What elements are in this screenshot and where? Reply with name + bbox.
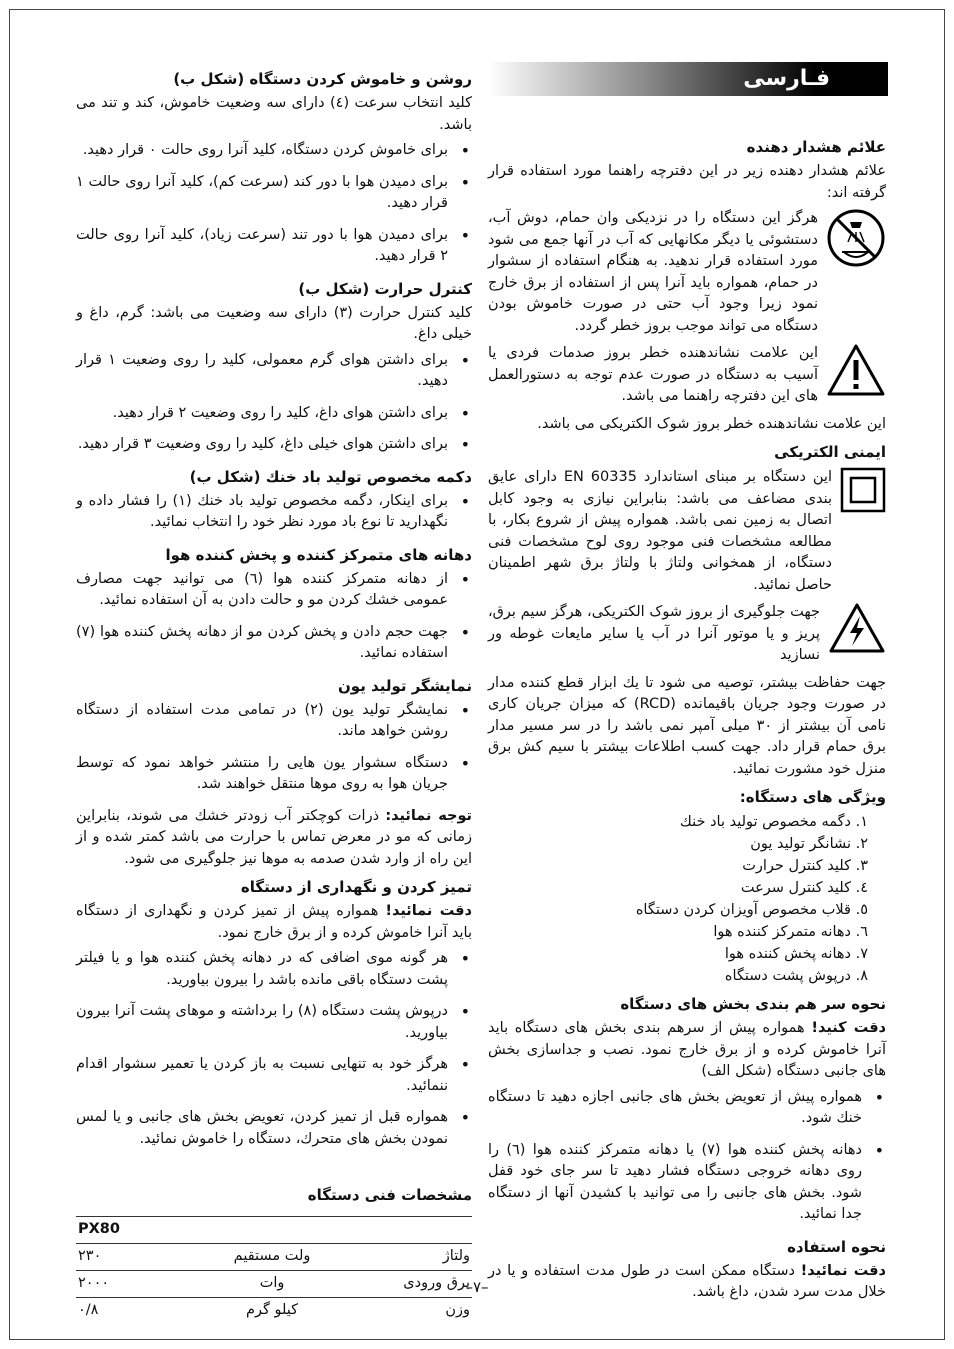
warning-caution — [488, 343, 886, 408]
list-item: • برای داشتن هوای گرم معمولی، کلید را روی وضعیت ۱ قرار دهید. — [76, 350, 448, 393]
list-item: • دهانه پخش کننده هوا (٧) یا دهانه متمرکز کننده هوا (٦) را روی دهانه خروجی دستگاه فشار دهید تا سر جای خود قفل شود. بخش های جانبی را می توانید با کشیدن آنها از دستگاه جدا نمائید. — [488, 1140, 862, 1226]
table-row — [76, 1298, 472, 1325]
spec-label: وزن — [445, 1302, 470, 1319]
list-item: • هر گونه موی اضافی که در دهانه پخش کننده هوا و یا فیلتر پشت دستگاه باقی مانده باشد را بیرون بیاورید. — [76, 948, 448, 991]
spec-unit: کیلو گرم — [246, 1302, 299, 1319]
safety-double-insulation — [488, 467, 886, 596]
onoff-intro: کلید انتخاب سرعت (٤) دارای سه وضعیت خاموش، کند و تند می باشد. — [76, 95, 472, 133]
list-item: • هرگز خود به تنهایی نسبت به باز کردن یا تعمیر سشوار اقدام ننمائید. — [76, 1054, 448, 1097]
list-item: • همواره پیش از تعویض بخش های جانبی اجازه دهید تا دستگاه خنك شود. — [488, 1087, 862, 1130]
list-item: • دستگاه سشوار یون هایی را منتشر خواهد نمود که توسط جریان هوا به روی موها منتقل خواهند شد. — [76, 753, 448, 796]
table-row — [76, 1244, 472, 1271]
warning-water — [488, 208, 886, 337]
no-water-icon — [826, 208, 886, 276]
list-item: ٧. دهانه پخش کننده هوا — [724, 946, 868, 962]
ion-note — [76, 806, 472, 871]
ion-heading: نمایشگر تولید یون — [337, 676, 472, 695]
list-item: • برای داشتن هوای خیلی داغ، کلید را روی وضعیت ۳ قرار دهید. — [76, 434, 448, 456]
warning-caution-text: این علامت نشاندهنده خطر بروز صدمات فردی یا آسیب به دستگاه در صورت عدم توجه به دستورالعمل های این دفترچه راهنما می باشد. — [488, 345, 818, 404]
list-item: ۲. نشانگر تولید یون — [750, 836, 868, 852]
spec-value: ۰/۸ — [78, 1302, 99, 1319]
nozzle-list — [76, 569, 472, 665]
onoff-list — [76, 140, 472, 268]
note-label: دقت نمائید! — [385, 903, 472, 919]
electric-shock-icon — [828, 602, 886, 662]
spec-value: ۲۳۰ — [76, 1244, 207, 1271]
note-text: همواره پیش از سرهم بندی بخش های دستگاه باید آنرا خاموش کرده و از برق خارج نمود. نصب و جداسازی بخش های جانبی دستگاه (شکل الف) — [488, 1020, 886, 1079]
language-banner: فـارسی — [488, 62, 888, 96]
cool-shot-heading: دکمه مخصوص تولید باد خنك (شکل ب) — [189, 467, 472, 486]
features-list — [488, 811, 886, 987]
spec-unit: ولت مستقیم — [207, 1244, 338, 1271]
warnings-heading: علائم هشدار دهنده — [746, 138, 886, 156]
note-label: توجه نمائید: — [385, 807, 472, 824]
spec-value: ۲۰۰۰ — [76, 1271, 207, 1298]
warnings-intro: علائم هشدار دهنده زیر در این دفترچه راهنما مورد استفاده قرار گرفته اند: — [488, 163, 886, 201]
page-number: –۷– — [465, 1278, 489, 1296]
warning-water-text: هرگز این دستگاه را در نزدیکی وان حمام، دوش آب، دستشوئی یا دیگر مکانهایی که آب در آنها جمع می شود مورد استفاده قرار ندهید. به هنگام استفاده از سشوار در حمام، همواره باید آنرا پس از استفاده از برق خارج نمود زیرا وجود آب حتی در صورت خاموش بودن دستگاه می تواند موجب بروز خطر گردد. — [488, 210, 818, 334]
spec-label: ولتاژ — [337, 1244, 472, 1271]
list-item: ٨. درپوش پشت دستگاه — [724, 968, 868, 984]
left-column — [76, 62, 472, 1324]
list-item: • برای خاموش کردن دستگاه، کلید آنرا روی حالت ۰ قرار دهید. — [76, 140, 448, 162]
safety-text-2: جهت جلوگیری از بروز شوک الکتریکی، هرگز سیم برق، پریز و یا موتور آنرا در آب یا سایر مایعات غوطه ور نسازید — [488, 604, 820, 663]
safety-shock — [488, 602, 886, 667]
spec-unit: وات — [207, 1271, 338, 1298]
list-item: • برای اینکار، دگمه مخصوص تولید باد خنك (۱) را فشار داده و نگهدارید تا نوع باد مورد نظر خود را انتخاب نمائید. — [76, 491, 448, 534]
list-item: ۳. کلید کنترل حرارت — [742, 858, 868, 874]
list-item: • همواره قبل از تمیز کردن، تعویض بخش های جانبی و یا لمس نمودن بخش های متحرك، دستگاه را خاموش نمائید. — [76, 1107, 448, 1150]
note-label: دقت کنید! — [811, 1020, 886, 1036]
list-item: • برای داشتن هوای داغ، کلید را روی وضعیت ۲ قرار دهید. — [76, 403, 448, 425]
cool-shot-list — [76, 491, 472, 534]
list-item: • نمایشگر تولید یون (۲) در تمامی مدت استفاده از دستگاه روشن خواهد ماند. — [76, 700, 448, 743]
right-column — [488, 62, 886, 1308]
list-item: ٥. قلاب مخصوص آویزان کردن دستگاه — [635, 902, 868, 918]
cleaning-list — [76, 948, 472, 1150]
note-text: همواره پیش از تمیز کردن و نگهداری از دستگاه باید آنرا خاموش کرده و از برق خارج نمود. — [76, 903, 472, 941]
nozzle-heading: دهانه های متمرکز کننده و پخش کننده هوا — [165, 545, 472, 564]
heat-intro: کلید کنترل حرارت (۳) دارای سه وضعیت می باشد: گرم، داغ و خیلی داغ. — [76, 304, 472, 342]
list-item: • برای دمیدن هوا با دور تند (سرعت زیاد)، کلید آنرا روی حالت ۲ قرار دهید. — [76, 225, 448, 268]
assembly-list — [488, 1087, 886, 1226]
heat-list — [76, 350, 472, 456]
note-text: دستگاه ممکن است در طول مدت استفاده و یا در خلال مدت سرد شدن، داغ باشد. — [488, 1262, 886, 1300]
safety-heading: ایمنی الکتریکی — [774, 443, 886, 461]
cleaning-note — [76, 901, 472, 944]
features-heading: ویژگی های دستگاه: — [739, 788, 886, 806]
note-label: دقت نمائید! — [800, 1262, 886, 1279]
note-text: ذرات کوچکتر آب زودتر خشك می شوند، بنابراین زمانی که مو در معرض تماس با حرارت می باشد کمتر شده و از این راه از وارد شدن صدمه به موها نیز جلوگیری می شود. — [76, 807, 472, 867]
spec-table — [76, 1216, 472, 1324]
spec-label: برق ورودی — [337, 1271, 472, 1298]
warning-shock-text: این علامت نشاندهنده خطر بروز شوک الکتریکی می باشد. — [537, 415, 886, 432]
list-item: ٦. دهانه متمرکز کننده هوا — [713, 924, 868, 940]
spec-model: PX80 — [76, 1217, 472, 1244]
assembly-note — [488, 1018, 886, 1083]
usage-heading: نحوه استفاده — [787, 1237, 886, 1256]
assembly-heading: نحوه سر هم بندی بخش های دستگاه — [620, 995, 886, 1013]
list-item: • جهت حجم دادن و پخش کردن مو از دهانه پخش کننده هوا (٧) استفاده نمائید. — [76, 622, 448, 665]
spec-heading: مشخصات فنی دستگاه — [307, 1186, 472, 1204]
double-insulation-icon — [840, 467, 886, 521]
list-item: ۱. دگمه مخصوص تولید باد خنك — [679, 814, 868, 830]
list-item: ٤. کلید کنترل سرعت — [740, 880, 868, 896]
list-item: • برای دمیدن هوا با دور کند (سرعت کم)، کلید آنرا روی حالت ۱ قرار دهید. — [76, 172, 448, 215]
ion-list — [76, 700, 472, 796]
cleaning-heading: تمیز کردن و نگهداری از دستگاه — [240, 878, 472, 896]
safety-text-1: این دستگاه بر مبنای استاندارد EN 60335 دارای عایق بندی مضاعف می باشد: بنابراین نیازی به وجود کابل اتصال به زمین نمی باشد. همواره پیش از شروع بکار، با مطالعه مشخصات فنی موجود روی لوح مشخصات فنی دستگاه، از همخوانی ولتاژ با ولتاژ برق شهر اطمینان حاصل نمائید. — [488, 469, 832, 593]
caution-triangle-icon — [826, 343, 886, 405]
spec-header-row — [76, 1217, 472, 1244]
safety-text-3: جهت حفاظت بیشتر، توصیه می شود تا یك ابزار قطع کننده مدار در صورت وجود جریان باقیمانده (RCD) که میزان جریان کاری نامی آن بیشتر از ۳۰ میلی آمپر نمی باشد را در سر مسیر مدار برق حمام قرار داد. جهت کسب اطلاعات بیشتر با سیم کش برق منزل خود مشورت نمائید. — [488, 674, 886, 777]
heat-heading: کنترل حرارت (شکل ب) — [298, 279, 472, 298]
list-item: • از دهانه متمرکز کننده هوا (٦) می توانید جهت مصارف عمومی خشك کردن مو و حالت دادن به آن استفاده نمائید. — [76, 569, 448, 612]
onoff-heading: روشن و خاموش کردن دستگاه (شکل ب) — [173, 70, 472, 88]
list-item: • درپوش پشت دستگاه (۸) را برداشته و موهای پشت آنرا بیرون بیاورید. — [76, 1001, 448, 1044]
